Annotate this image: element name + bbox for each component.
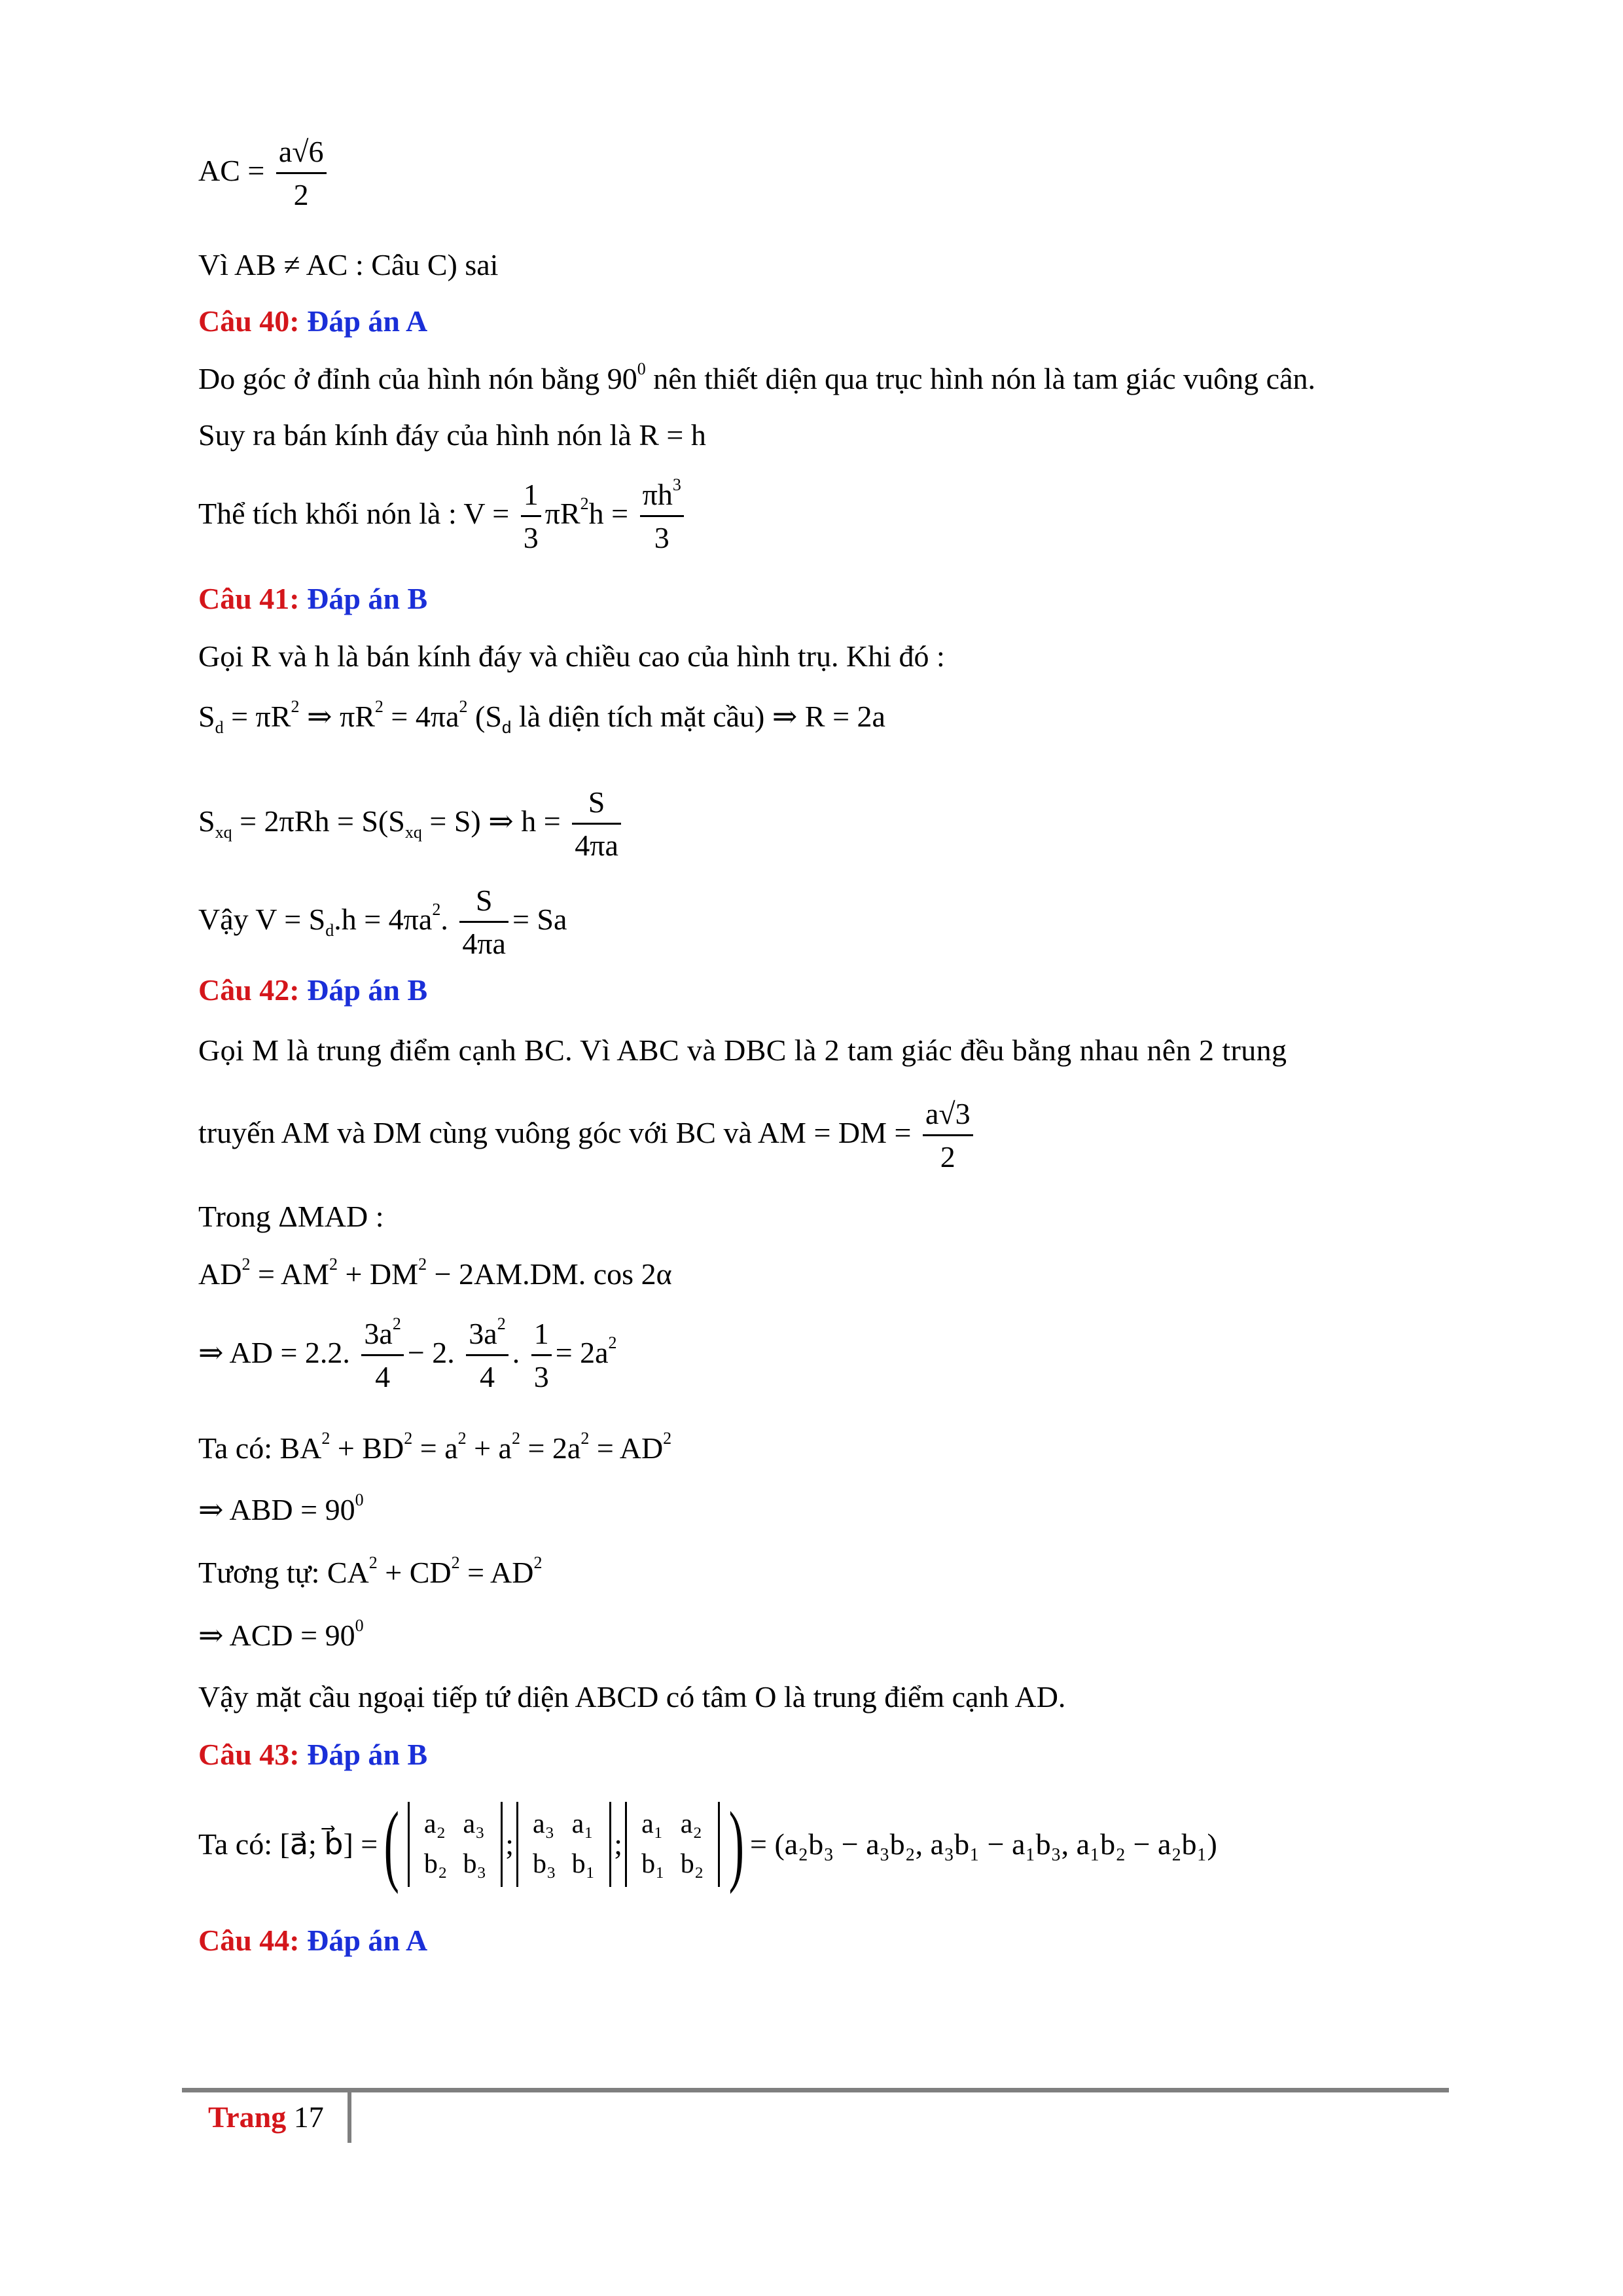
frac-num: [361, 1314, 403, 1356]
frac-1-3: [531, 1317, 552, 1395]
t: + a: [466, 1431, 512, 1465]
t: = AM: [250, 1257, 329, 1291]
cross-result: = (a₂b₃ − a₃b₂, a₃b₁ − a₁b₃, a₁b₂ − a₂b₁): [750, 1827, 1217, 1861]
separator: ;: [614, 1827, 623, 1861]
sup-3: 3: [672, 475, 681, 494]
q40-heading: [198, 306, 427, 336]
det-cell: a₃: [463, 1809, 485, 1840]
sup-2: 2: [580, 1429, 590, 1448]
q44-answer: Đáp án A: [307, 1924, 428, 1957]
q42-line-5: [198, 1314, 617, 1395]
q40-piR: πR: [544, 496, 580, 530]
footer-tick: [348, 2092, 351, 2143]
det-cell: b₂: [680, 1849, 704, 1879]
ac-formula: [198, 135, 330, 213]
q42-line-4: [198, 1255, 672, 1291]
frac-num: 1: [531, 1317, 552, 1356]
t: + CD: [377, 1556, 452, 1589]
det-cell: a₁: [571, 1809, 594, 1840]
sub-d: d: [215, 718, 224, 737]
frac-den: 3: [533, 1359, 549, 1393]
t: ⇒ AD = 2.2.: [198, 1335, 350, 1369]
t: truyến AM và DM cùng vuông góc với BC và AM = DM =: [198, 1115, 912, 1149]
t: AD: [198, 1257, 242, 1291]
q40-line-2: Suy ra bán kính đáy của hình nón là R = h: [198, 418, 706, 452]
separator: ;: [505, 1827, 514, 1861]
frac-3a2-4: [361, 1314, 403, 1395]
frac-num: S: [459, 884, 508, 923]
q41-answer: Đáp án B: [307, 582, 428, 615]
t: = πR: [223, 700, 291, 733]
sup-2: 2: [418, 1255, 427, 1274]
frac-pih3-3: [640, 475, 684, 556]
footer-divider: [182, 2088, 1449, 2092]
t: = 2a: [520, 1431, 581, 1465]
t: = a: [412, 1431, 458, 1465]
q42-answer: Đáp án B: [307, 973, 428, 1007]
ac-fraction: [276, 135, 327, 213]
left-paren: (: [383, 1793, 399, 1895]
q44-heading: [198, 1926, 427, 1956]
q40-text-a: Do góc ở đỉnh của hình nón bằng 90: [198, 362, 637, 395]
sup-2: 2: [608, 1333, 617, 1352]
t: = 4πa: [383, 700, 459, 733]
frac-3a2-4: [466, 1314, 508, 1395]
q40-line-1: [198, 359, 1315, 395]
det-cell: b₁: [571, 1849, 596, 1879]
determinant-2: [516, 1802, 611, 1886]
ac-numerator: a√6: [276, 135, 327, 174]
q40-answer: Đáp án A: [307, 304, 428, 338]
q40-text-b: nên thiết diện qua trục hình nón là tam giác vuông cân.: [645, 362, 1315, 395]
q40-h-eq: h =: [588, 496, 629, 530]
q41-label: Câu 41:: [198, 582, 308, 615]
t: S: [198, 700, 215, 733]
q40-line-3: [198, 475, 688, 556]
t: = Sa: [512, 902, 567, 936]
q42-line-10: Vậy mặt cầu ngoại tiếp tứ diện ABCD có tâm O là trung điểm cạnh AD.: [198, 1680, 1066, 1713]
sup-2: 2: [580, 493, 589, 513]
frac-den: 4πa: [462, 926, 506, 960]
t: = S) ⇒ h =: [421, 804, 561, 838]
q42-line-1: Gọi M là trung điểm cạnh BC. Vì ABC và DBC là 2 tam giác đều bằng nhau nên 2 trung: [198, 1033, 1287, 1067]
t: ⇒ πR: [299, 700, 375, 733]
t: .: [440, 902, 448, 936]
vi-ab-line: Vì AB ≠ AC : Câu C) sai: [198, 248, 499, 281]
frac-den: 3: [654, 520, 669, 554]
t: = AD: [459, 1556, 534, 1589]
det-cell: a₂: [680, 1809, 703, 1840]
q43-heading: [198, 1740, 427, 1770]
ac-lhs: AC =: [198, 153, 265, 187]
q40-label: Câu 40:: [198, 304, 308, 338]
det-cell: b₁: [641, 1849, 665, 1879]
frac-den: 4: [375, 1359, 391, 1393]
footer-label: Trang: [208, 2100, 287, 2134]
q43-label: Câu 43:: [198, 1738, 308, 1771]
q42-line-3: Trong ΔMAD :: [198, 1200, 384, 1233]
frac-a-sqrt3-2: [923, 1097, 973, 1175]
q41-heading: [198, 584, 427, 614]
q42-line-6: [198, 1429, 672, 1465]
frac-num: S: [572, 785, 621, 825]
frac-1-3: [521, 478, 541, 556]
frac-den: 3: [523, 520, 539, 554]
sub-d: d: [501, 717, 512, 737]
t: = 2πRh = S(S: [232, 804, 405, 838]
t: .h = 4πa: [334, 902, 433, 936]
sup-2: 2: [374, 697, 383, 716]
t: (S: [467, 700, 502, 733]
frac-den: 2: [940, 1139, 955, 1174]
q41-line-1: Gọi R và h là bán kính đáy và chiều cao của hình trụ. Khi đó :: [198, 639, 945, 673]
sup-2: 2: [432, 899, 441, 919]
q44-label: Câu 44:: [198, 1924, 308, 1957]
t: .: [512, 1335, 520, 1369]
sup-0: 0: [355, 1490, 364, 1509]
frac-S-4pia: [572, 785, 621, 863]
sup-2: 2: [451, 1553, 460, 1572]
sup-2: 2: [321, 1429, 330, 1448]
t: − 2.: [407, 1335, 455, 1369]
t: = 2a: [555, 1335, 609, 1369]
page-number: 17: [293, 2100, 324, 2134]
t: + BD: [330, 1431, 404, 1465]
q41-line-3: [198, 785, 625, 863]
t: = AD: [589, 1431, 664, 1465]
sub-d: d: [325, 920, 334, 940]
q40-l3-prefix: Thể tích khối nón là : V =: [198, 496, 510, 530]
t: − 2AM.DM. cos 2α: [427, 1257, 672, 1291]
t: Tương tự: CA: [198, 1556, 369, 1589]
pih-text: πh: [642, 478, 673, 511]
t: Ta có: BA: [198, 1431, 322, 1465]
t: Vậy V = S: [198, 902, 326, 936]
frac-den: 4: [479, 1359, 495, 1393]
t: + DM: [337, 1257, 419, 1291]
sup-2: 2: [533, 1553, 543, 1572]
t: 3a: [469, 1317, 497, 1350]
q42-line-9: [198, 1616, 364, 1652]
sup-2: 2: [511, 1429, 520, 1448]
page-footer: [208, 2100, 324, 2134]
det-cell: b₂: [423, 1849, 448, 1879]
t: S: [198, 804, 215, 838]
cross-prefix: Ta có: [a⃗; b⃗] =: [198, 1827, 378, 1861]
t: ⇒ ABD = 90: [198, 1493, 355, 1526]
det-cell: a₃: [532, 1809, 555, 1840]
sup-2: 2: [392, 1314, 401, 1333]
sub-xq: xq: [215, 822, 232, 842]
q42-line-2: [198, 1097, 977, 1175]
det-cell: b₃: [532, 1849, 556, 1879]
q43-cross-product: [198, 1793, 1217, 1895]
sup-2: 2: [291, 697, 300, 716]
q43-answer: Đáp án B: [307, 1738, 428, 1771]
determinant-1: [408, 1802, 503, 1886]
sup-2: 2: [663, 1429, 672, 1448]
frac-S-4pia: [459, 884, 508, 961]
q42-heading: [198, 975, 427, 1005]
sup-2: 2: [497, 1314, 506, 1333]
frac-num: 1: [521, 478, 541, 517]
sup-2: 2: [329, 1255, 338, 1274]
det-cell: a₂: [423, 1809, 446, 1840]
right-paren: ): [728, 1793, 744, 1895]
det-cell: b₃: [463, 1849, 487, 1879]
q40-sup: 0: [637, 359, 646, 378]
sup-0: 0: [355, 1616, 364, 1635]
sup-2: 2: [404, 1429, 413, 1448]
q42-line-8: [198, 1553, 543, 1589]
t: 3a: [364, 1317, 393, 1350]
frac-num: a√3: [923, 1097, 973, 1136]
determinant-3: [625, 1802, 720, 1886]
sup-2: 2: [457, 1429, 467, 1448]
t: ⇒ ACD = 90: [198, 1619, 355, 1652]
q41-line-2: [198, 697, 885, 737]
frac-num: [640, 475, 684, 517]
q41-line-4: [198, 884, 567, 961]
q42-label: Câu 42:: [198, 973, 308, 1007]
ac-denominator: 2: [293, 177, 309, 211]
t: là diện tích mặt cầu) ⇒ R = 2a: [511, 700, 885, 733]
frac-den: 4πa: [575, 828, 618, 862]
sup-2: 2: [459, 697, 468, 716]
q42-line-7: [198, 1490, 364, 1526]
sup-2: 2: [368, 1553, 378, 1572]
det-cell: a₁: [641, 1809, 664, 1840]
frac-num: [466, 1314, 508, 1356]
sup-2: 2: [241, 1255, 251, 1274]
sub-xq: xq: [404, 822, 422, 842]
